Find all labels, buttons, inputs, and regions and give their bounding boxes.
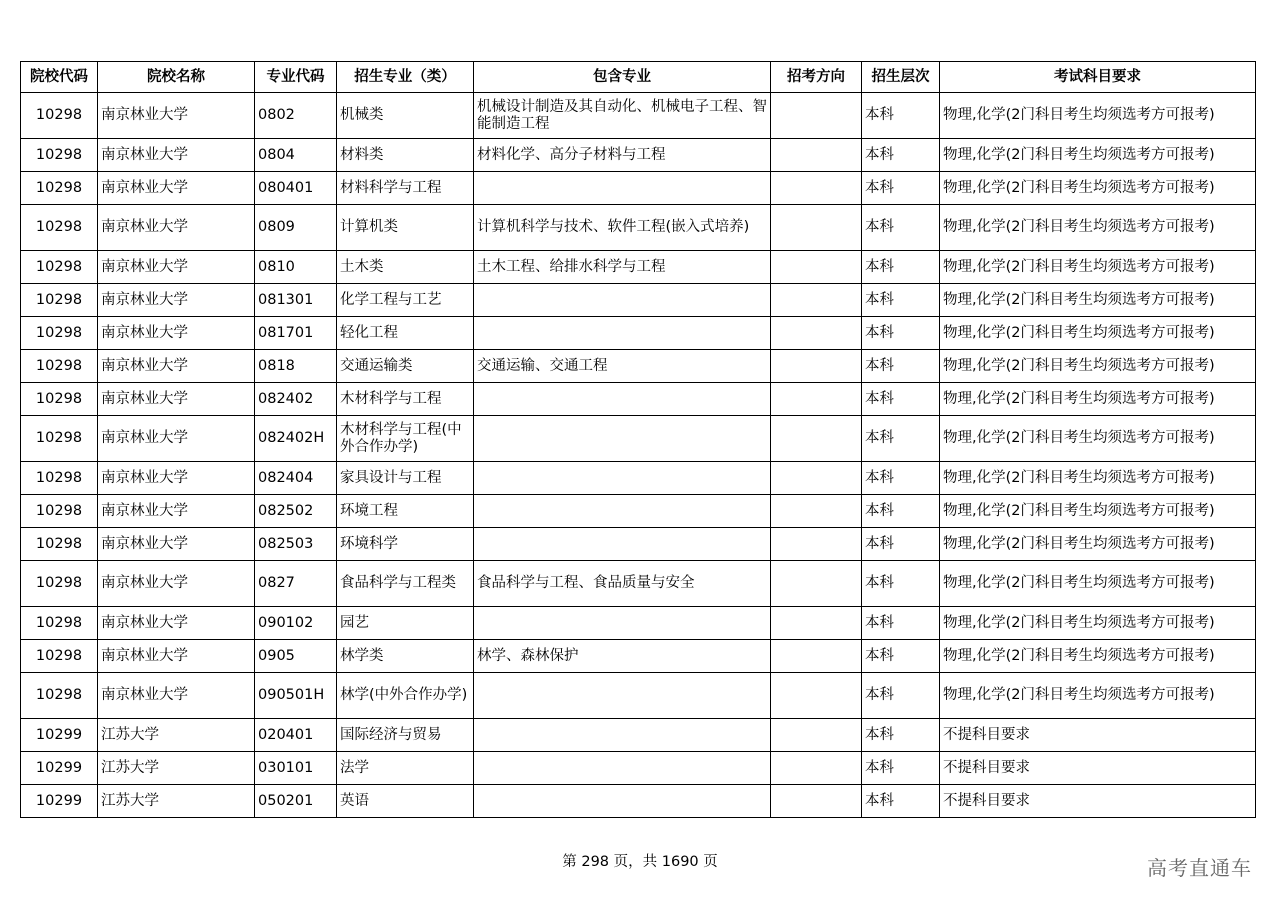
cell-requirement: 物理,化学(2门科目考生均须选考方可报考)	[940, 561, 1256, 607]
cell-major-code: 082502	[255, 495, 337, 528]
cell-included-majors: 土木工程、给排水科学与工程	[474, 251, 771, 284]
cell-included-majors	[474, 607, 771, 640]
cell-school-code: 10298	[21, 251, 98, 284]
cell-level: 本科	[862, 317, 940, 350]
table-row	[21, 350, 1256, 383]
cell-requirement: 物理,化学(2门科目考生均须选考方可报考)	[940, 673, 1256, 719]
cell-major: 环境科学	[337, 528, 474, 561]
cell-level: 本科	[862, 607, 940, 640]
cell-included-majors	[474, 495, 771, 528]
table-row	[21, 284, 1256, 317]
header-major-code: 专业代码	[255, 62, 337, 93]
table-row	[21, 251, 1256, 284]
cell-school-name: 南京林业大学	[98, 205, 255, 251]
cell-requirement: 物理,化学(2门科目考生均须选考方可报考)	[940, 350, 1256, 383]
cell-level: 本科	[862, 719, 940, 752]
cell-included-majors	[474, 317, 771, 350]
table-row	[21, 785, 1256, 818]
cell-major-code: 0827	[255, 561, 337, 607]
cell-school-name: 南京林业大学	[98, 383, 255, 416]
cell-school-name: 南京林业大学	[98, 673, 255, 719]
admission-table	[20, 61, 1256, 818]
cell-major-code: 020401	[255, 719, 337, 752]
cell-school-name: 南京林业大学	[98, 640, 255, 673]
cell-level: 本科	[862, 172, 940, 205]
cell-school-name: 南京林业大学	[98, 350, 255, 383]
cell-direction	[771, 383, 862, 416]
cell-requirement: 物理,化学(2门科目考生均须选考方可报考)	[940, 528, 1256, 561]
cell-school-code: 10298	[21, 284, 98, 317]
cell-included-majors: 计算机科学与技术、软件工程(嵌入式培养)	[474, 205, 771, 251]
table-row	[21, 640, 1256, 673]
cell-major: 化学工程与工艺	[337, 284, 474, 317]
cell-major: 英语	[337, 785, 474, 818]
cell-direction	[771, 640, 862, 673]
page-number	[0, 850, 1280, 871]
table-row	[21, 607, 1256, 640]
cell-school-name: 南京林业大学	[98, 462, 255, 495]
cell-direction	[771, 673, 862, 719]
header-major: 招生专业（类）	[337, 62, 474, 93]
cell-school-code: 10298	[21, 93, 98, 139]
cell-school-name: 江苏大学	[98, 719, 255, 752]
cell-major-code: 082402H	[255, 416, 337, 462]
cell-included-majors: 机械设计制造及其自动化、机械电子工程、智能制造工程	[474, 93, 771, 139]
cell-major-code: 090501H	[255, 673, 337, 719]
cell-level: 本科	[862, 205, 940, 251]
cell-level: 本科	[862, 139, 940, 172]
cell-direction	[771, 719, 862, 752]
cell-school-code: 10299	[21, 785, 98, 818]
cell-major: 木材科学与工程	[337, 383, 474, 416]
cell-requirement: 物理,化学(2门科目考生均须选考方可报考)	[940, 93, 1256, 139]
cell-direction	[771, 350, 862, 383]
cell-school-code: 10298	[21, 561, 98, 607]
cell-school-code: 10299	[21, 752, 98, 785]
cell-school-name: 南京林业大学	[98, 251, 255, 284]
cell-major: 机械类	[337, 93, 474, 139]
cell-major: 林学(中外合作办学)	[337, 673, 474, 719]
table-body	[21, 93, 1256, 818]
header-direction: 招考方向	[771, 62, 862, 93]
cell-direction	[771, 561, 862, 607]
cell-major-code: 082503	[255, 528, 337, 561]
cell-included-majors	[474, 284, 771, 317]
cell-major: 材料类	[337, 139, 474, 172]
cell-direction	[771, 607, 862, 640]
cell-direction	[771, 495, 862, 528]
cell-level: 本科	[862, 528, 940, 561]
table-row	[21, 139, 1256, 172]
cell-included-majors	[474, 785, 771, 818]
cell-requirement: 物理,化学(2门科目考生均须选考方可报考)	[940, 495, 1256, 528]
cell-major: 国际经济与贸易	[337, 719, 474, 752]
cell-major: 园艺	[337, 607, 474, 640]
cell-direction	[771, 416, 862, 462]
page-number-text: 第 298 页，共 1690 页	[562, 854, 718, 870]
cell-direction	[771, 284, 862, 317]
header-included-majors: 包含专业	[474, 62, 771, 93]
cell-school-name: 南京林业大学	[98, 495, 255, 528]
cell-major-code: 0905	[255, 640, 337, 673]
cell-level: 本科	[862, 561, 940, 607]
cell-level: 本科	[862, 785, 940, 818]
table-row	[21, 673, 1256, 719]
cell-level: 本科	[862, 350, 940, 383]
cell-level: 本科	[862, 416, 940, 462]
cell-school-name: 南京林业大学	[98, 528, 255, 561]
cell-included-majors	[474, 719, 771, 752]
table-row	[21, 495, 1256, 528]
cell-major: 计算机类	[337, 205, 474, 251]
cell-requirement: 不提科目要求	[940, 785, 1256, 818]
table-row	[21, 528, 1256, 561]
cell-direction	[771, 251, 862, 284]
cell-requirement: 物理,化学(2门科目考生均须选考方可报考)	[940, 139, 1256, 172]
header-level: 招生层次	[862, 62, 940, 93]
cell-direction	[771, 172, 862, 205]
cell-school-code: 10299	[21, 719, 98, 752]
cell-school-name: 南京林业大学	[98, 607, 255, 640]
cell-requirement: 不提科目要求	[940, 752, 1256, 785]
cell-direction	[771, 317, 862, 350]
cell-level: 本科	[862, 462, 940, 495]
cell-major: 轻化工程	[337, 317, 474, 350]
cell-direction	[771, 462, 862, 495]
cell-school-code: 10298	[21, 139, 98, 172]
cell-level: 本科	[862, 752, 940, 785]
cell-school-code: 10298	[21, 383, 98, 416]
cell-included-majors	[474, 416, 771, 462]
cell-level: 本科	[862, 284, 940, 317]
table-row	[21, 205, 1256, 251]
cell-level: 本科	[862, 383, 940, 416]
cell-major-code: 081701	[255, 317, 337, 350]
cell-major: 土木类	[337, 251, 474, 284]
cell-school-name: 南京林业大学	[98, 139, 255, 172]
cell-major: 木材科学与工程(中外合作办学)	[337, 416, 474, 462]
cell-major-code: 080401	[255, 172, 337, 205]
cell-major: 交通运输类	[337, 350, 474, 383]
cell-requirement: 物理,化学(2门科目考生均须选考方可报考)	[940, 462, 1256, 495]
cell-direction	[771, 528, 862, 561]
cell-requirement: 物理,化学(2门科目考生均须选考方可报考)	[940, 640, 1256, 673]
cell-school-name: 江苏大学	[98, 785, 255, 818]
cell-level: 本科	[862, 251, 940, 284]
cell-school-code: 10298	[21, 495, 98, 528]
cell-level: 本科	[862, 495, 940, 528]
table-row	[21, 317, 1256, 350]
cell-major-code: 081301	[255, 284, 337, 317]
cell-school-code: 10298	[21, 205, 98, 251]
cell-included-majors: 食品科学与工程、食品质量与安全	[474, 561, 771, 607]
table-row	[21, 93, 1256, 139]
cell-major: 材料科学与工程	[337, 172, 474, 205]
cell-requirement: 物理,化学(2门科目考生均须选考方可报考)	[940, 205, 1256, 251]
cell-major-code: 0802	[255, 93, 337, 139]
cell-school-name: 南京林业大学	[98, 317, 255, 350]
cell-requirement: 物理,化学(2门科目考生均须选考方可报考)	[940, 251, 1256, 284]
cell-major-code: 0809	[255, 205, 337, 251]
cell-major-code: 030101	[255, 752, 337, 785]
cell-major-code: 0810	[255, 251, 337, 284]
cell-school-name: 南京林业大学	[98, 416, 255, 462]
cell-major-code: 0804	[255, 139, 337, 172]
cell-major-code: 050201	[255, 785, 337, 818]
cell-included-majors	[474, 673, 771, 719]
cell-requirement: 物理,化学(2门科目考生均须选考方可报考)	[940, 172, 1256, 205]
cell-school-code: 10298	[21, 640, 98, 673]
cell-requirement: 物理,化学(2门科目考生均须选考方可报考)	[940, 416, 1256, 462]
header-school-name: 院校名称	[98, 62, 255, 93]
cell-included-majors	[474, 383, 771, 416]
table-header-row	[21, 62, 1256, 93]
cell-major: 法学	[337, 752, 474, 785]
cell-requirement: 物理,化学(2门科目考生均须选考方可报考)	[940, 317, 1256, 350]
table-row	[21, 462, 1256, 495]
table-row	[21, 383, 1256, 416]
cell-level: 本科	[862, 93, 940, 139]
cell-included-majors	[474, 172, 771, 205]
header-school-code: 院校代码	[21, 62, 98, 93]
cell-direction	[771, 93, 862, 139]
cell-direction	[771, 205, 862, 251]
cell-included-majors: 交通运输、交通工程	[474, 350, 771, 383]
cell-included-majors	[474, 752, 771, 785]
cell-included-majors: 林学、森林保护	[474, 640, 771, 673]
cell-school-code: 10298	[21, 528, 98, 561]
cell-school-name: 南京林业大学	[98, 284, 255, 317]
cell-level: 本科	[862, 640, 940, 673]
cell-direction	[771, 752, 862, 785]
cell-school-name: 江苏大学	[98, 752, 255, 785]
cell-included-majors	[474, 528, 771, 561]
cell-school-name: 南京林业大学	[98, 172, 255, 205]
cell-major: 林学类	[337, 640, 474, 673]
cell-major: 食品科学与工程类	[337, 561, 474, 607]
header-requirement: 考试科目要求	[940, 62, 1256, 93]
cell-major-code: 090102	[255, 607, 337, 640]
cell-major: 环境工程	[337, 495, 474, 528]
cell-included-majors: 材料化学、高分子材料与工程	[474, 139, 771, 172]
cell-school-name: 南京林业大学	[98, 93, 255, 139]
cell-requirement: 物理,化学(2门科目考生均须选考方可报考)	[940, 607, 1256, 640]
cell-school-code: 10298	[21, 673, 98, 719]
cell-included-majors	[474, 462, 771, 495]
cell-school-code: 10298	[21, 350, 98, 383]
cell-requirement: 物理,化学(2门科目考生均须选考方可报考)	[940, 284, 1256, 317]
cell-direction	[771, 139, 862, 172]
cell-school-code: 10298	[21, 172, 98, 205]
cell-direction	[771, 785, 862, 818]
cell-major-code: 082402	[255, 383, 337, 416]
watermark-logo: 高考直通车	[1147, 856, 1252, 880]
cell-requirement: 物理,化学(2门科目考生均须选考方可报考)	[940, 383, 1256, 416]
cell-requirement: 不提科目要求	[940, 719, 1256, 752]
cell-major: 家具设计与工程	[337, 462, 474, 495]
cell-school-code: 10298	[21, 462, 98, 495]
cell-school-code: 10298	[21, 317, 98, 350]
cell-school-code: 10298	[21, 416, 98, 462]
table-row	[21, 561, 1256, 607]
table-row	[21, 719, 1256, 752]
cell-school-code: 10298	[21, 607, 98, 640]
cell-major-code: 0818	[255, 350, 337, 383]
table-row	[21, 752, 1256, 785]
cell-major-code: 082404	[255, 462, 337, 495]
table-row	[21, 416, 1256, 462]
cell-school-name: 南京林业大学	[98, 561, 255, 607]
cell-level: 本科	[862, 673, 940, 719]
table-row	[21, 172, 1256, 205]
